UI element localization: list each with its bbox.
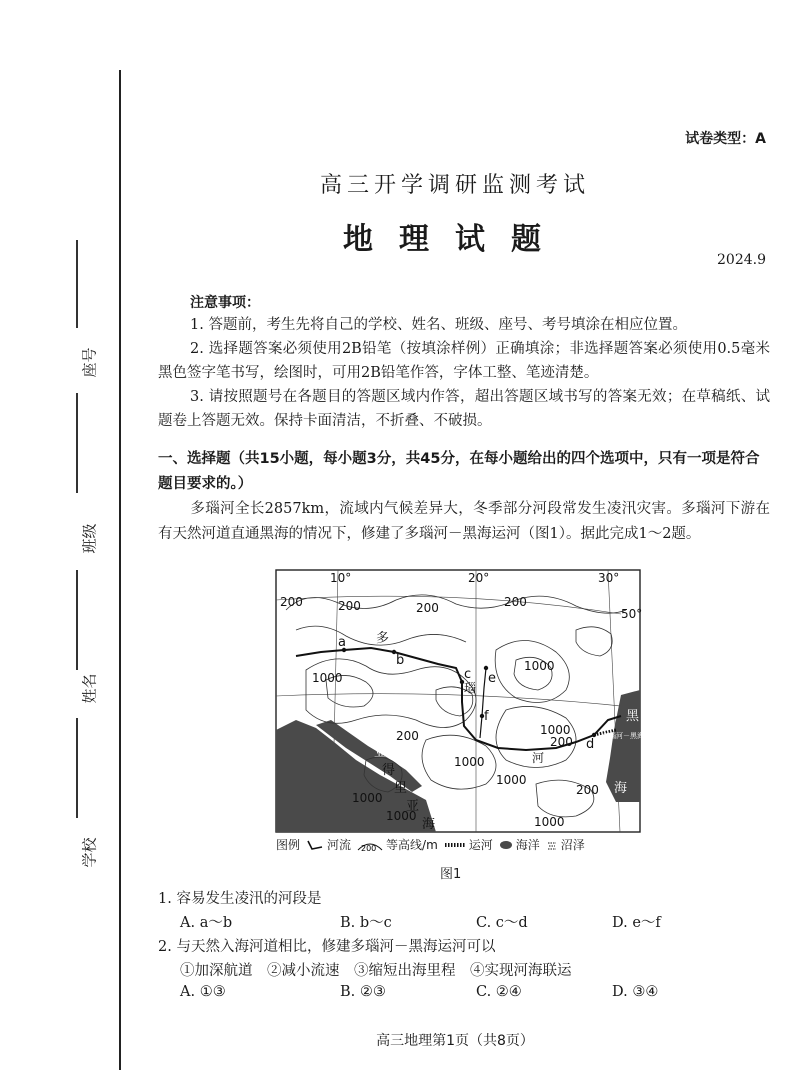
point-f-label: f — [484, 709, 489, 724]
map-legend — [276, 836, 656, 853]
question-2-option-b[interactable]: B. ②③ — [340, 984, 386, 1000]
legend-ocean-label: 海洋 — [515, 838, 540, 852]
contour-label-11: 1000 — [496, 773, 527, 787]
point-a-label: a — [338, 635, 346, 650]
notice-item-3 — [158, 385, 770, 433]
question-1-option-d[interactable]: D. e～f — [612, 915, 661, 931]
question-2-option-d[interactable]: D. ③④ — [612, 984, 659, 1000]
legend-canal-label: 运河 — [468, 838, 493, 852]
contour-label-8: 200 — [550, 735, 573, 749]
legend-swamp-label: 沼泽 — [560, 838, 585, 852]
point-d-label: d — [586, 737, 595, 752]
question-2-stem: 2. 与天然入海河道相比，修建多瑙河－黑海运河可以 — [158, 939, 496, 955]
notice-item-2 — [158, 337, 770, 385]
place-label-rui: 瑙 — [464, 681, 477, 695]
notice-item-2-text: 2. 选择题答案必须使用2B铅笔（按填涂样例）正确填涂；非选择题答案必须使用0.5毫米黑色签字笔书写，绘图时，可用2B铅笔作答，字体工整、笔迹清楚。 — [158, 341, 770, 381]
contour-label-7: 1000 — [540, 723, 571, 737]
legend-ocean — [499, 836, 540, 853]
place-label-black-2: 海 — [614, 781, 628, 796]
contour-label-12: 1000 — [534, 815, 565, 829]
place-label-canal: 多瑙河－黑海运河 — [602, 732, 658, 740]
point-c-label: c — [464, 667, 472, 682]
danube-map — [276, 570, 658, 832]
notice-item-3-text: 3. 请按照题号在各题目的答题区域内作答，超出答题区域书写的答案无效；在草稿纸、试题卷上答题无效。保持卡面清洁，不折叠、不破损。 — [158, 389, 770, 429]
binding-label-class: 班级 — [80, 523, 99, 554]
point-e-marker — [484, 666, 488, 670]
legend-river-label: 河流 — [327, 838, 352, 852]
question-1-option-a[interactable]: A. a～b — [180, 915, 233, 931]
contour-label-1: 200 — [280, 595, 303, 609]
paper-type-label: 试卷类型：A — [685, 131, 766, 147]
binding-label-seat: 座号 — [80, 347, 99, 378]
contour-label-9: 1000 — [352, 791, 383, 805]
legend-contour — [357, 836, 438, 853]
name-fill-line[interactable] — [76, 570, 78, 670]
question-1-stem: 1. 容易发生凌汛的河段是 — [158, 891, 322, 907]
notice-item-1-text: 1. 答题前，考生先将自己的学校、姓名、班级、座号、考号填涂在相应位置。 — [190, 317, 687, 333]
class-fill-line[interactable] — [76, 393, 78, 493]
ocean-symbol-icon — [499, 840, 513, 850]
section-1-intro-text: 多瑙河全长2857km，流域内气候差异大，冬季部分河段常发生凌汛灾害。多瑙河下游在有天然河道直通黑海的情况下，修建了多瑙河－黑海运河（图1）。据此完成1～2题。 — [158, 501, 770, 542]
canal-symbol-icon — [444, 841, 466, 849]
notice-heading: 注意事项： — [190, 295, 260, 311]
lat-label-50: 50° — [621, 607, 643, 621]
point-e-label: e — [488, 671, 496, 686]
place-label-he: 河 — [532, 751, 545, 765]
contour-label-14: 200 — [576, 783, 599, 797]
place-label-adriatic-5: 海 — [422, 817, 436, 832]
contour-symbol-icon — [357, 838, 383, 852]
legend-contour-label: 等高线/m — [386, 838, 438, 852]
section-1-heading: 一、选择题（共15小题，每小题3分，共45分，在每小题给出的四个选项中，只有一项是符合题目要求的。） — [158, 451, 760, 492]
exam-date: 2024.9 — [717, 252, 766, 268]
legend-river — [306, 836, 351, 853]
swamp-symbol-icon — [546, 840, 558, 850]
contour-label-5: 1000 — [312, 671, 343, 685]
question-1-option-c[interactable]: C. c～d — [476, 915, 528, 931]
section-1-intro — [158, 497, 770, 547]
contour-label-6: 1000 — [524, 659, 555, 673]
contour-label-13: 200 — [396, 729, 419, 743]
binding-label-school: 学校 — [80, 837, 99, 868]
lon-label-10: 10° — [330, 571, 352, 585]
legend-contour-value: 200 — [361, 843, 377, 853]
contour-label-10: 1000 — [454, 755, 485, 769]
contour-label-3: 200 — [416, 601, 439, 615]
notice-item-1 — [158, 313, 770, 337]
question-1-option-b[interactable]: B. b～c — [340, 915, 392, 931]
place-label-adriatic-1: 亚 — [374, 745, 388, 760]
legend-canal — [444, 836, 493, 853]
subject-title: 地理试题 — [343, 222, 567, 257]
school-fill-line[interactable] — [76, 718, 78, 818]
place-label-black-1: 黑 — [626, 709, 640, 724]
page-footer: 高三地理第1页（共8页） — [376, 1033, 534, 1049]
point-b-label: b — [396, 653, 405, 668]
place-label-adriatic-4: 亚 — [406, 799, 420, 814]
question-2-option-c[interactable]: C. ②④ — [476, 984, 522, 1000]
contour-label-2: 200 — [338, 599, 361, 613]
exam-title: 高三开学调研监测考试 — [319, 173, 590, 198]
binding-label-name: 姓名 — [80, 673, 99, 704]
contour-label-4: 200 — [504, 595, 527, 609]
legend-title: 图例 — [276, 838, 301, 852]
seat-fill-line[interactable] — [76, 240, 78, 328]
legend-swamp — [546, 836, 585, 853]
lon-label-30: 30° — [598, 571, 620, 585]
contour-label-15: 1000 — [386, 809, 417, 823]
figure-caption: 图1 — [440, 867, 462, 882]
question-2-option-a[interactable]: A. ①③ — [180, 984, 226, 1000]
place-label-adriatic-2: 得 — [382, 763, 396, 778]
binding-margin-line — [119, 70, 121, 1070]
map-svg — [276, 570, 658, 832]
river-symbol-icon — [306, 839, 324, 851]
question-2-statements: ①加深航道 ②减小流速 ③缩短出海里程 ④实现河海联运 — [180, 963, 572, 979]
lon-label-20: 20° — [468, 571, 490, 585]
place-label-adriatic-3: 里 — [394, 781, 408, 796]
place-label-duo: 多 — [376, 631, 390, 646]
